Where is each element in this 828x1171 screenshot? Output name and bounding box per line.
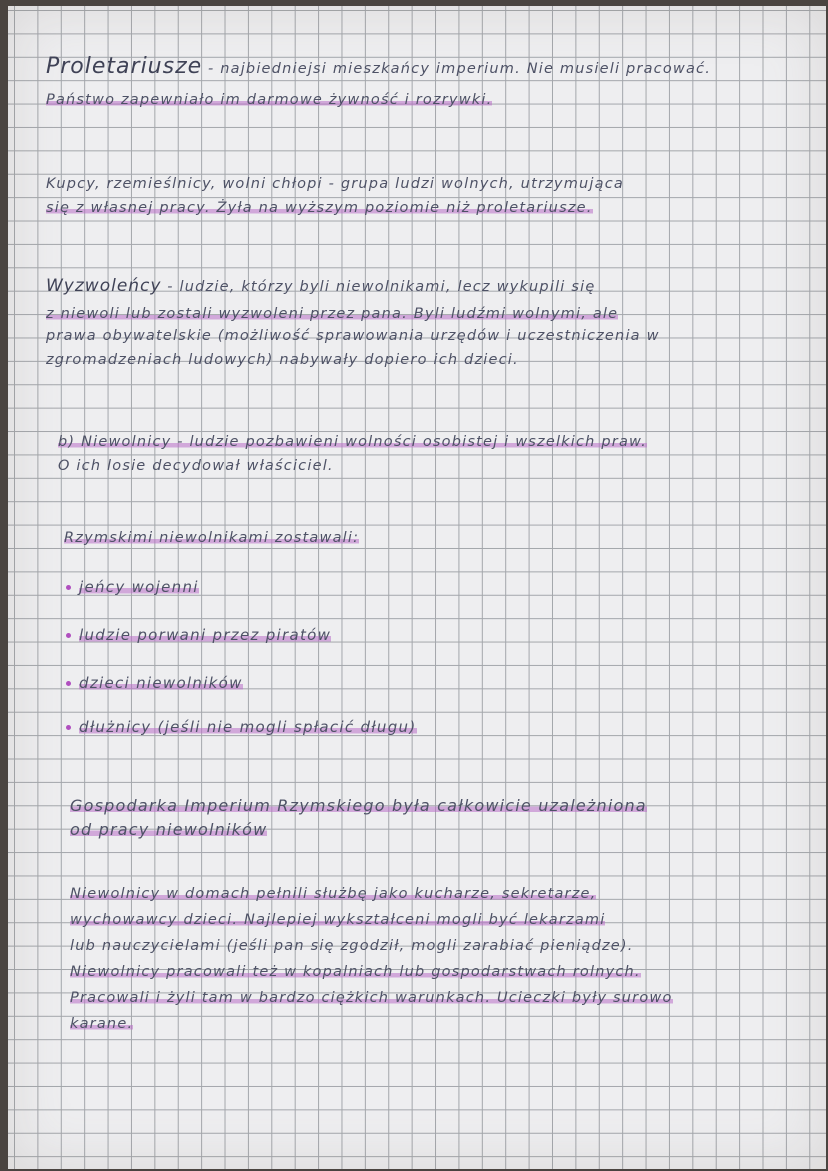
gospodarka-line-2: od pracy niewolników xyxy=(70,820,268,839)
proletariusze-definition: - najbiedniejsi mieszkańcy imperium. Nie musieli pracować. xyxy=(207,61,712,77)
notebook-page xyxy=(8,6,826,1169)
proletariusze-line-2: Państwo zapewniało im darmowe żywność i rozrywki. xyxy=(46,92,493,108)
kupcy-line-2: się z własnej pracy. Żyła na wyższym poziomie niż proletariusze. xyxy=(46,200,593,216)
proletariusze-line-1 xyxy=(46,54,796,79)
niewolnicy-domy-line-4: Niewolnicy pracowali też w kopalniach lub gospodarstwach rolnych. xyxy=(70,964,641,980)
niewolnicy-domy-line-2: wychowawcy dzieci. Najlepiej wykształceni mogli być lekarzami xyxy=(70,912,606,928)
term-wyzwolency: Wyzwoleńcy xyxy=(46,276,162,296)
wyzwolency-line-2: z niewoli lub zostali wyzwoleni przez pana. Byli ludźmi wolnymi, ale xyxy=(46,306,619,322)
list-item: dłużnicy (jeśli nie mogli spłacić długu) xyxy=(66,718,417,736)
bullet-icon xyxy=(66,633,71,638)
niewolnicy-line-1: b) Niewolnicy - ludzie pozbawieni wolności osobistej i wszelkich praw. xyxy=(58,434,647,450)
wyzwolency-line-1: Wyzwoleńcy - ludzie, którzy byli niewolnikami, lecz wykupili się xyxy=(46,276,596,296)
list-intro: Rzymskimi niewolnikami zostawali: xyxy=(64,530,360,546)
term-proletariusze: Proletariusze xyxy=(46,54,203,79)
bullet-icon xyxy=(66,681,71,686)
niewolnicy-domy-line-3: lub nauczycielami (jeśli pan się zgodził, mogli zarabiać pieniądze). xyxy=(70,938,634,954)
wyzwolency-line-4: zgromadzeniach ludowych) nabywały dopiero ich dzieci. xyxy=(46,352,519,368)
list-item: ludzie porwani przez piratów xyxy=(66,626,331,644)
niewolnicy-line-2: O ich losie decydował właściciel. xyxy=(58,458,334,474)
gospodarka-line-1: Gospodarka Imperium Rzymskiego była całkowicie uzależniona xyxy=(70,796,647,815)
kupcy-line-1: Kupcy, rzemieślnicy, wolni chłopi - grupa ludzi wolnych, utrzymująca xyxy=(46,176,624,192)
niewolnicy-domy-line-6: karane. xyxy=(70,1016,134,1032)
niewolnicy-domy-line-1: Niewolnicy w domach pełnili służbę jako kucharze, sekretarze, xyxy=(70,886,597,902)
list-item: dzieci niewolników xyxy=(66,674,243,692)
bullet-icon xyxy=(66,585,71,590)
wyzwolency-line-3: prawa obywatelskie (możliwość sprawowania urzędów i uczestniczenia w xyxy=(46,328,660,344)
bullet-icon xyxy=(66,725,71,730)
niewolnicy-domy-line-5: Pracowali i żyli tam w bardzo ciężkich warunkach. Ucieczki były surowo xyxy=(70,990,673,1006)
list-item: jeńcy wojenni xyxy=(66,578,199,596)
